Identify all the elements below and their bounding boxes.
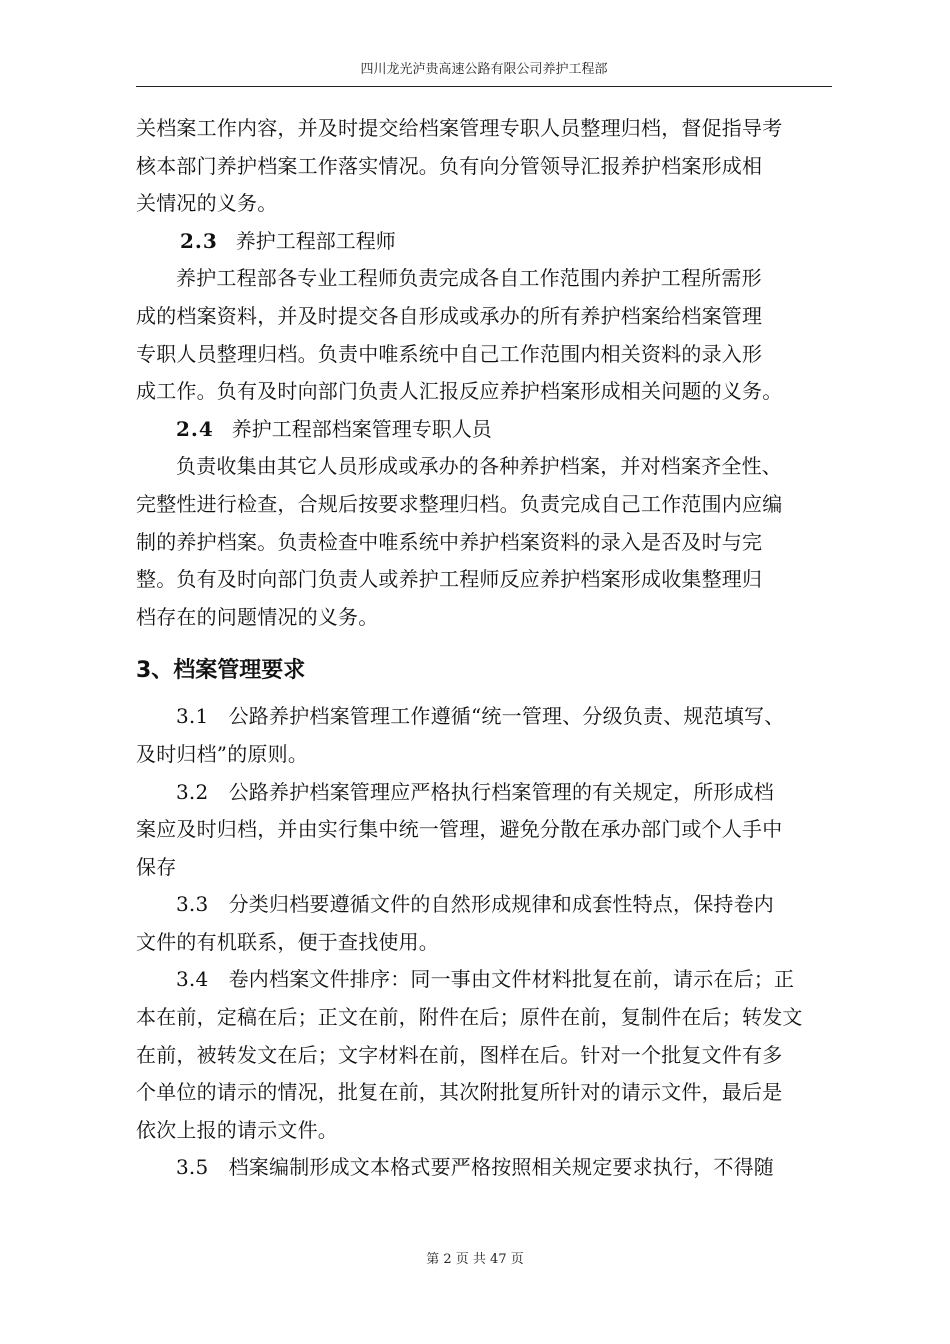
page-number: 第 2 页 共 47 页 — [426, 1252, 524, 1267]
header-title: 四川龙光泸贵高速公路有限公司养护工程部 — [360, 62, 608, 77]
paragraph-3-5 — [136, 1149, 832, 1187]
text-line: 及时归档”的原则。 — [136, 741, 309, 766]
section-heading-3: 3、档案管理要求 — [136, 658, 306, 684]
document-body — [136, 110, 832, 1187]
page-footer — [0, 1248, 950, 1267]
subsection-title: 养护工程部工程师 — [235, 228, 396, 253]
text-line: 成工作。负有及时向部门负责人汇报反应养护档案形成相关问题的义务。 — [136, 379, 783, 404]
text-line: 关情况的义务。 — [136, 191, 278, 216]
text-line: 核本部门养护档案工作落实情况。负有向分管领导汇报养护档案形成相 — [136, 153, 763, 178]
text-line: 保存 — [136, 854, 177, 879]
text-line: 成的档案资料，并及时提交各自形成或承办的所有养护档案给档案管理 — [136, 303, 763, 328]
text-line: 案应及时归档，并由实行集中统一管理，避免分散在承办部门或个人手中 — [136, 817, 783, 842]
text-line: 3.3 分类归档要遵循文件的自然形成规律和成套性特点，保持卷内 — [176, 892, 775, 917]
subsection-heading-2-4 — [136, 411, 832, 449]
paragraph-3-3 — [136, 886, 832, 961]
subsection-heading-2-3 — [136, 223, 832, 261]
text-line: 完整性进行检查，合规后按要求整理归档。负责完成自己工作范围内应编 — [136, 491, 783, 516]
text-line: 3.4 卷内档案文件排序：同一事由文件材料批复在前，请示在后；正 — [176, 967, 795, 992]
paragraph-3-4 — [136, 961, 832, 1149]
paragraph-3-2 — [136, 774, 832, 887]
text-line: 3.5 档案编制形成文本格式要严格按照相关规定要求执行，不得随 — [176, 1155, 775, 1180]
text-line: 档存在的问题情况的义务。 — [136, 604, 379, 629]
text-line: 制的养护档案。负责检查中唯系统中养护档案资料的录入是否及时与完 — [136, 529, 763, 554]
text-line: 个单位的请示的情况，批复在前，其次附批复所针对的请示文件，最后是 — [136, 1080, 783, 1105]
text-line: 整。负有及时向部门负责人或养护工程师反应养护档案形成收集整理归 — [136, 567, 763, 592]
subsection-number: 2.3 — [180, 228, 218, 253]
paragraph-3-1 — [136, 698, 832, 773]
subsection-title: 养护工程部档案管理专职人员 — [231, 416, 492, 441]
paragraph-2 — [136, 260, 832, 410]
text-line: 本在前，定稿在后；正文在前，附件在后；原件在前，复制件在后；转发文 — [136, 1005, 803, 1030]
subsection-number: 2.4 — [176, 416, 214, 441]
page-header — [136, 60, 832, 87]
text-line: 3.1 公路养护档案管理工作遵循“统一管理、分级负责、规范填写、 — [176, 704, 785, 729]
text-line: 3.2 公路养护档案管理应严格执行档案管理的有关规定，所形成档 — [176, 779, 775, 804]
paragraph-1 — [136, 110, 832, 223]
text-line: 负责收集由其它人员形成或承办的各种养护档案，并对档案齐全性、 — [176, 454, 782, 479]
paragraph-3 — [136, 448, 832, 636]
text-line: 文件的有机联系，便于查找使用。 — [136, 929, 439, 954]
text-line: 养护工程部各专业工程师负责完成各自工作范围内养护工程所需形 — [176, 266, 762, 291]
text-line: 专职人员整理归档。负责中唯系统中自己工作范围内相关资料的录入形 — [136, 341, 763, 366]
text-line: 关档案工作内容，并及时提交给档案管理专职人员整理归档，督促指导考 — [136, 116, 783, 140]
text-line: 依次上报的请示文件。 — [136, 1117, 338, 1142]
text-line: 在前，被转发文在后；文字材料在前，图样在后。针对一个批复文件有多 — [136, 1042, 783, 1067]
